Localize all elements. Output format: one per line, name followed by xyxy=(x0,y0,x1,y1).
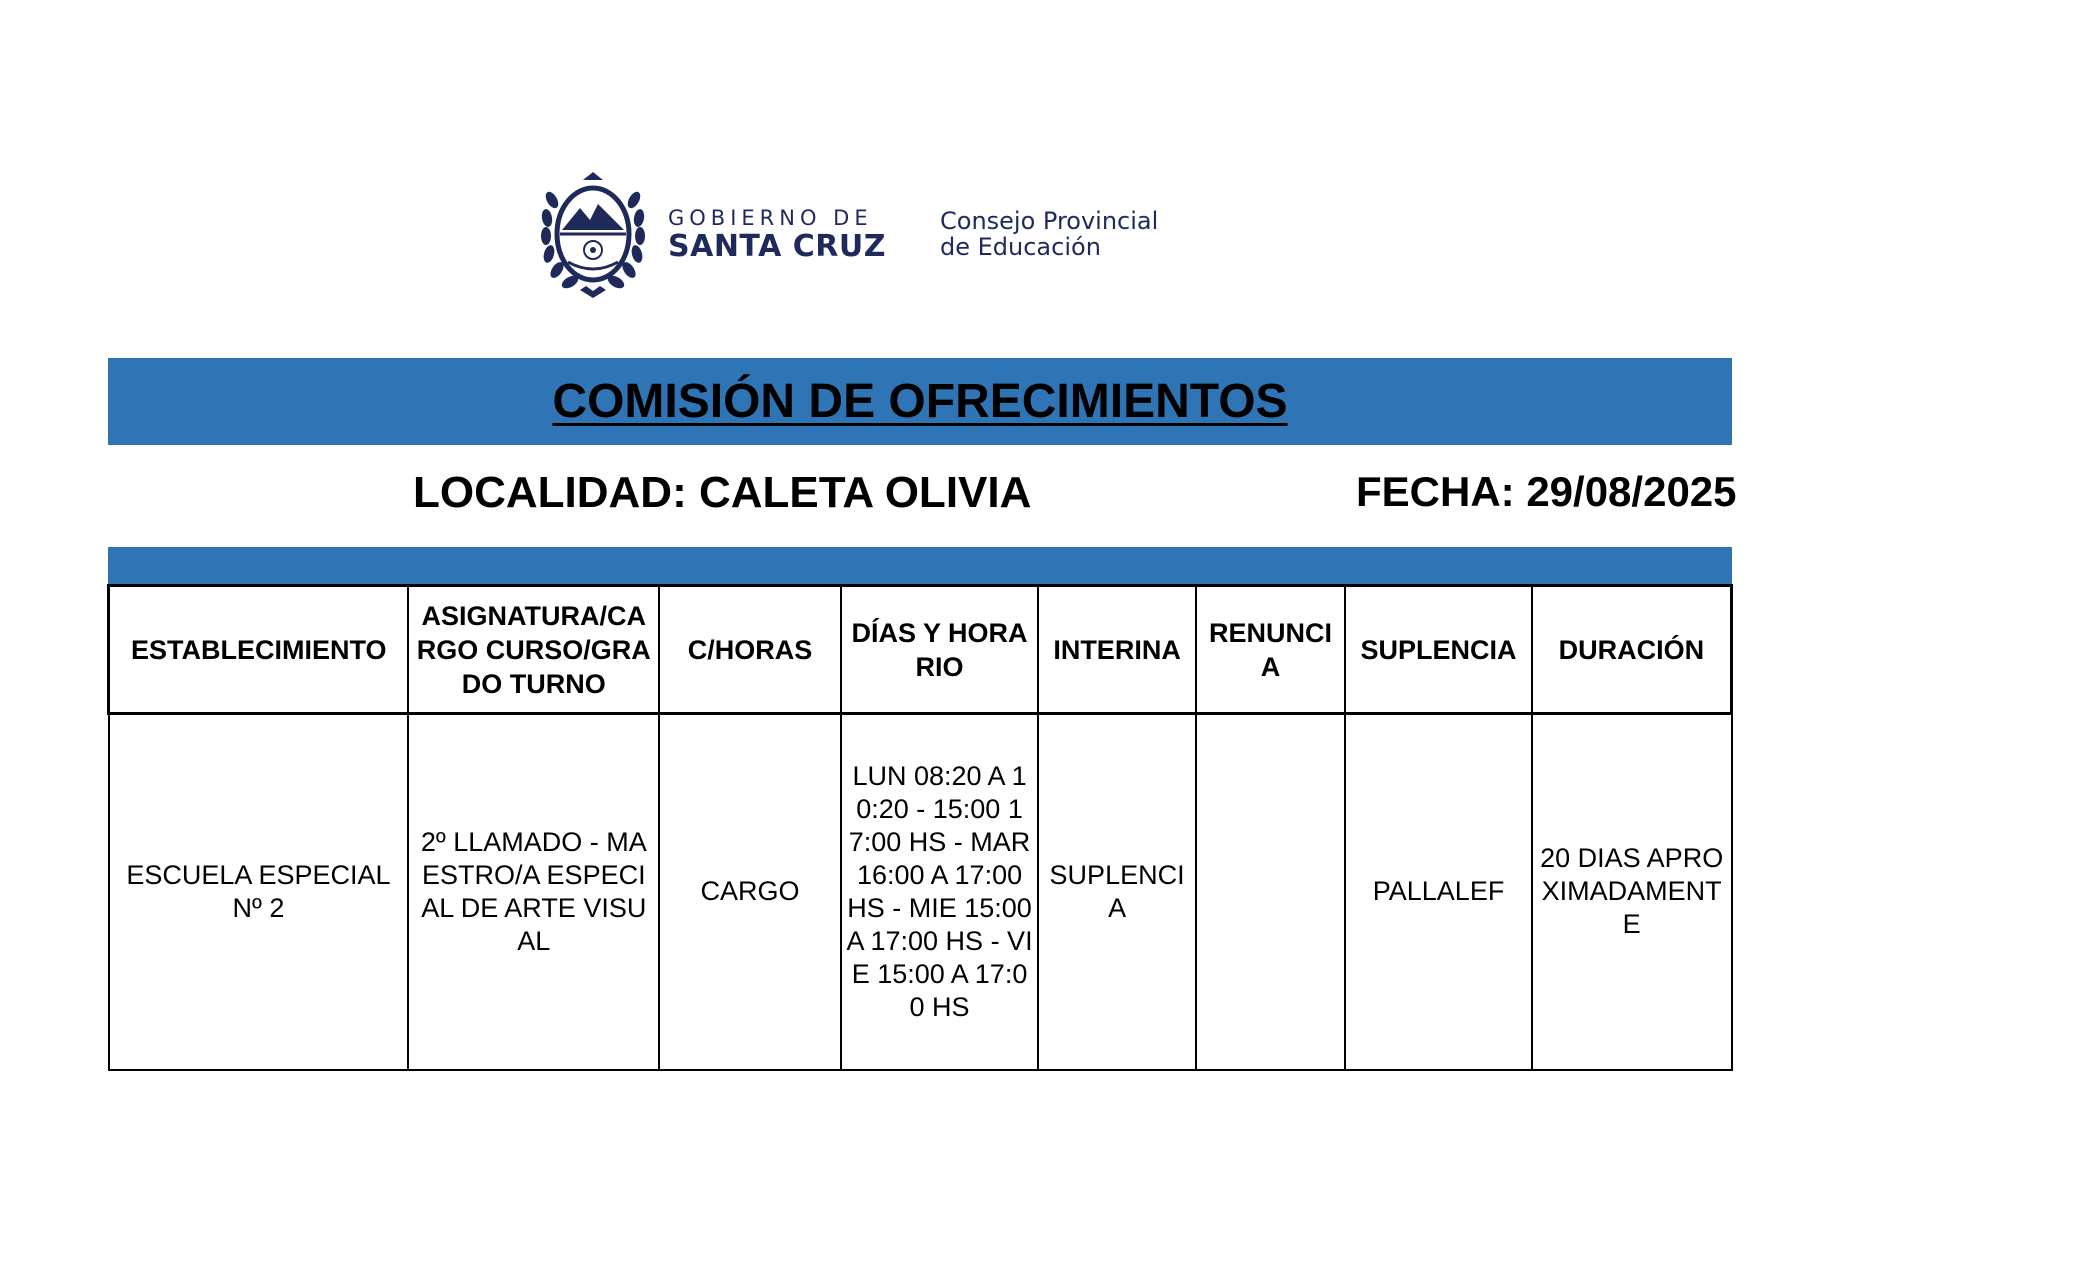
cell-asignatura: 2º LLAMADO - MAESTRO/A ESPECIAL DE ARTE VISUAL xyxy=(408,714,659,1070)
page-title: COMISIÓN DE OFRECIMIENTOS xyxy=(552,375,1288,428)
council-name-line1: Consejo Provincial xyxy=(940,207,1159,235)
cell-horario: LUN 08:20 A 10:20 - 15:00 17:00 HS - MAR 16:00 A 17:00 HS - MIE 15:00 A 17:00 HS - VIE 15:00 A 17:00 HS xyxy=(841,714,1039,1070)
cell-horas: CARGO xyxy=(659,714,841,1070)
government-name-line2: SANTA CRUZ xyxy=(668,229,886,264)
column-header-horario: DÍAS Y HORARIO xyxy=(841,586,1039,714)
table-row xyxy=(109,714,1732,1070)
table-header-band xyxy=(108,547,1732,584)
date-label: FECHA: 29/08/2025 xyxy=(1356,468,1737,515)
council-name-line2: de Educación xyxy=(940,233,1101,261)
council-name xyxy=(940,208,1158,260)
cell-duracion: 20 DIAS APROXIMADAMENTE xyxy=(1532,714,1732,1070)
column-header-establecimiento: ESTABLECIMIENTO xyxy=(109,586,409,714)
header-logo xyxy=(540,170,1180,300)
column-header-renuncia: RENUNCIA xyxy=(1196,586,1345,714)
cell-renuncia xyxy=(1196,714,1345,1070)
offers-table xyxy=(107,584,1733,1071)
column-header-interina: INTERINA xyxy=(1038,586,1195,714)
column-header-duracion: DURACIÓN xyxy=(1532,586,1732,714)
table-header-row xyxy=(109,586,1732,714)
cell-interina: SUPLENCIA xyxy=(1038,714,1195,1070)
government-name xyxy=(668,206,898,264)
title-band xyxy=(108,358,1732,445)
column-header-asignatura: ASIGNATURA/CARGO CURSO/GRADO TURNO xyxy=(408,586,659,714)
cell-suplencia: PALLALEF xyxy=(1345,714,1532,1070)
column-header-horas: C/HORAS xyxy=(659,586,841,714)
government-name-line1: GOBIERNO DE xyxy=(668,206,873,230)
coat-of-arms-icon xyxy=(540,170,646,300)
cell-establecimiento: ESCUELA ESPECIAL Nº 2 xyxy=(109,714,409,1070)
column-header-suplencia: SUPLENCIA xyxy=(1345,586,1532,714)
locality-label: LOCALIDAD: CALETA OLIVIA xyxy=(413,468,1032,517)
